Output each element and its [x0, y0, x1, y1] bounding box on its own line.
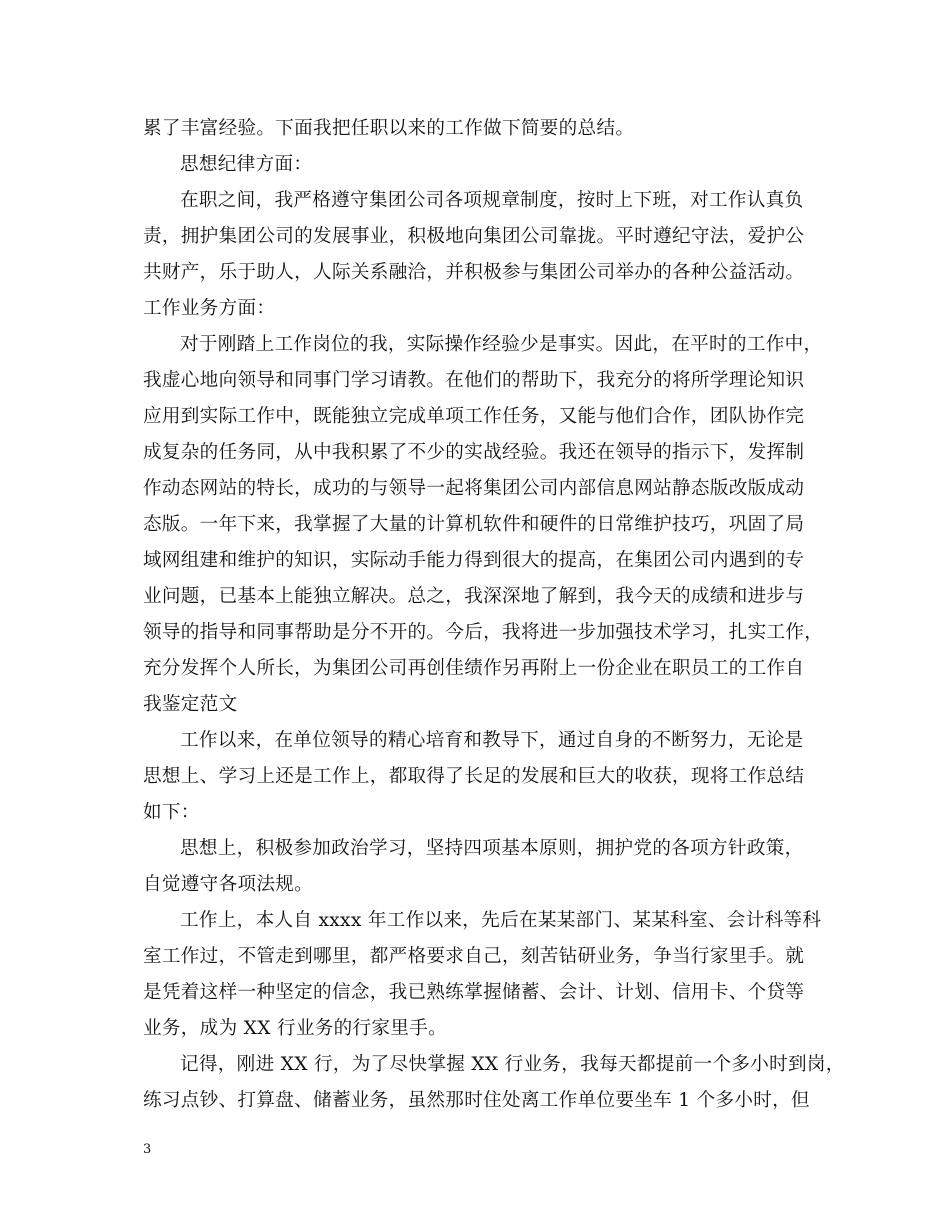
text-line: 自觉遵守各项法规。	[143, 874, 314, 895]
text-line: 思想上、学习上还是工作上，都取得了长足的发展和巨大的收获，现将工作总结	[143, 766, 805, 787]
text-line: 我虚心地向领导和同事门学习请教。在他们的帮助下，我充分的将所学理论知识	[143, 370, 805, 391]
page-number: 3	[143, 1142, 152, 1157]
text-line: 思想上，积极参加政治学习，坚持四项基本原则，拥护党的各项方针政策，	[180, 838, 804, 859]
text-line: 共财产，乐于助人，人际关系融洽，并积极参与集团公司举办的各种公益活动。	[143, 262, 805, 283]
text-line: 业务，成为 XX 行业务的行家里手。	[143, 1018, 448, 1039]
text-line: 作动态网站的特长，成功的与领导一起将集团公司内部信息网站静态版改版成动	[143, 478, 805, 499]
text-line: 域网组建和维护的知识，实际动手能力得到很大的提高，在集团公司内遇到的专	[143, 550, 805, 571]
text-line: 室工作过，不管走到哪里，都严格要求自己，刻苦钻研业务，争当行家里手。就	[143, 946, 805, 967]
text-line: 责，拥护集团公司的发展事业，积极地向集团公司靠拢。平时遵纪守法，爱护公	[143, 226, 805, 247]
text-line: 工作上，本人自 xxxx 年工作以来，先后在某某部门、某某科室、会计科等科	[180, 910, 822, 931]
text-line: 记得，刚进 XX 行，为了尽快掌握 XX 行业务，我每天都提前一个多小时到岗，	[180, 1054, 845, 1075]
text-line: 是凭着这样一种坚定的信念，我已熟练掌握储蓄、会计、计划、信用卡、个贷等	[143, 982, 805, 1003]
text-line: 练习点钞、打算盘、储蓄业务，虽然那时住处离工作单位要坐车 1 个多小时，但	[143, 1090, 810, 1111]
text-line: 充分发挥个人所长，为集团公司再创佳绩作另再附上一份企业在职员工的工作自	[143, 658, 805, 679]
text-line: 在职之间，我严格遵守集团公司各项规章制度，按时上下班，对工作认真负	[180, 190, 804, 211]
text-line: 累了丰富经验。下面我把任职以来的工作做下简要的总结。	[143, 118, 635, 139]
text-line: 我鉴定范文	[143, 694, 238, 715]
text-line: 领导的指导和同事帮助是分不开的。今后，我将进一步加强技术学习，扎实工作，	[143, 622, 824, 643]
text-line: 如下：	[143, 802, 200, 823]
section-heading: 思想纪律方面：	[180, 154, 313, 175]
section-heading: 工作业务方面：	[143, 298, 276, 319]
text-line: 工作以来，在单位领导的精心培育和教导下，通过自身的不断努力，无论是	[180, 730, 804, 751]
text-line: 应用到实际工作中，既能独立完成单项工作任务，又能与他们合作，团队协作完	[143, 406, 805, 427]
text-line: 业问题，已基本上能独立解决。总之，我深深地了解到，我今天的成绩和进步与	[143, 586, 805, 607]
text-line: 对于刚踏上工作岗位的我，实际操作经验少是事实。因此，在平时的工作中，	[180, 334, 823, 355]
text-line: 态版。一年下来，我掌握了大量的计算机软件和硬件的日常维护技巧，巩固了局	[143, 514, 805, 535]
text-line: 成复杂的任务同，从中我积累了不少的实战经验。我还在领导的指示下，发挥制	[143, 442, 805, 463]
